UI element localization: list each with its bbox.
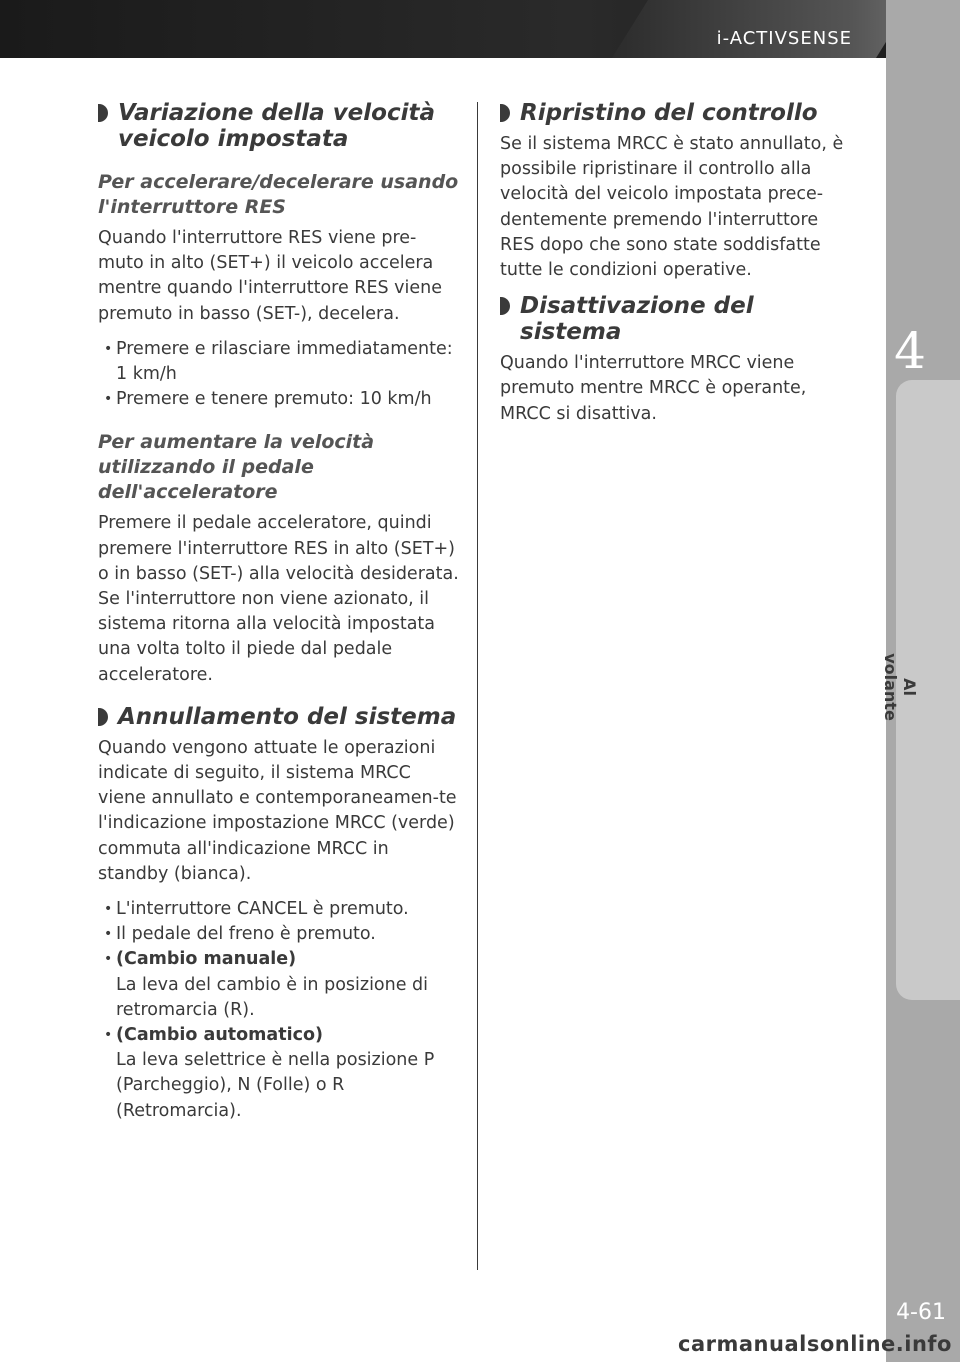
bullet-item	[116, 1023, 460, 1124]
bullet-text: La leva del cambio è in posizione di retromarcia (R).	[116, 974, 429, 1020]
bullet-item: • Il pedale del freno è premuto.	[116, 922, 460, 947]
paragraph-deactivate: Quando l'interruttore MRCC viene premuto mentre MRCC è operante, MRCC si disattiva.	[500, 353, 807, 424]
right-column	[500, 100, 845, 437]
section-title: Annullamento del sistema	[118, 703, 457, 730]
bullet-list-res	[98, 337, 460, 413]
section-heading-restore	[500, 100, 845, 126]
section-marker-icon	[500, 104, 510, 122]
bullet-heading: • (Cambio automatico)	[116, 1025, 323, 1046]
bullet-text: La leva selettrice è nella posizione P (Parcheggio), N (Folle) o R (Retromarcia).	[116, 1050, 435, 1121]
subheading-res-switch: Per accelerare/decelerare usando l'interruttore RES	[98, 171, 459, 218]
section-heading-cancel	[98, 704, 460, 730]
section-title: Ripristino del controllo	[520, 100, 818, 126]
header-title: i-ACTIVSENSE	[716, 28, 852, 49]
paragraph-cancel: Quando vengono attuate le operazioni indicate di seguito, il sistema MRCC viene annullato e contemporaneamen-te l'indicazione impostazione MRCC (verde) commuta all'indicazione MRCC in standby (bianca).	[98, 737, 457, 884]
chapter-number: 4	[894, 322, 926, 380]
bullet-item	[116, 947, 460, 1023]
column-divider	[477, 102, 478, 1270]
section-marker-icon	[98, 104, 108, 122]
section-marker-icon	[98, 708, 108, 726]
chapter-label: Al volante	[881, 653, 919, 721]
section-heading-speed-change	[98, 100, 460, 152]
section-title: Variazione della velocità veicolo impostata	[118, 100, 436, 152]
section-heading-deactivate	[500, 293, 845, 345]
paragraph-res-switch: Quando l'interruttore RES viene pre-muto in alto (SET+) il veicolo accelera mentre quando l'interruttore RES viene premuto in basso (SET-), decelera.	[98, 228, 443, 324]
bullet-item: • Premere e tenere premuto: 10 km/h	[116, 387, 460, 412]
page-number: 4-61	[896, 1300, 946, 1325]
bullet-item: • L'interruttore CANCEL è premuto.	[116, 897, 460, 922]
bullet-item: • Premere e rilasciare immediatamente: 1 km/h	[116, 337, 460, 387]
left-column	[98, 100, 460, 1134]
paragraph-accelerator: Premere il pedale acceleratore, quindi premere l'interruttore RES in alto (SET+) o in basso (SET-) alla velocità desiderata. Se l'interruttore non viene azionato, il sistema ritorna alla velocità impostata una volta tolto il piede dal pedale acceleratore.	[98, 513, 459, 685]
watermark: carmanualsonline.info	[678, 1332, 952, 1356]
bullet-heading: • (Cambio manuale)	[116, 949, 297, 970]
bullet-list-cancel	[98, 897, 460, 1124]
subheading-accelerator: Per aumentare la velocità utilizzando il pedale dell'acceleratore	[98, 431, 375, 504]
section-title: Disattivazione del sistema	[520, 293, 754, 346]
paragraph-restore: Se il sistema MRCC è stato annullato, è possibile ripristinare il controllo alla velocità del veicolo impostata prece-dentemente premendo l'interruttore RES dopo che sono state soddisfatte tutte le condizioni operative.	[500, 134, 844, 281]
section-marker-icon	[500, 297, 510, 315]
